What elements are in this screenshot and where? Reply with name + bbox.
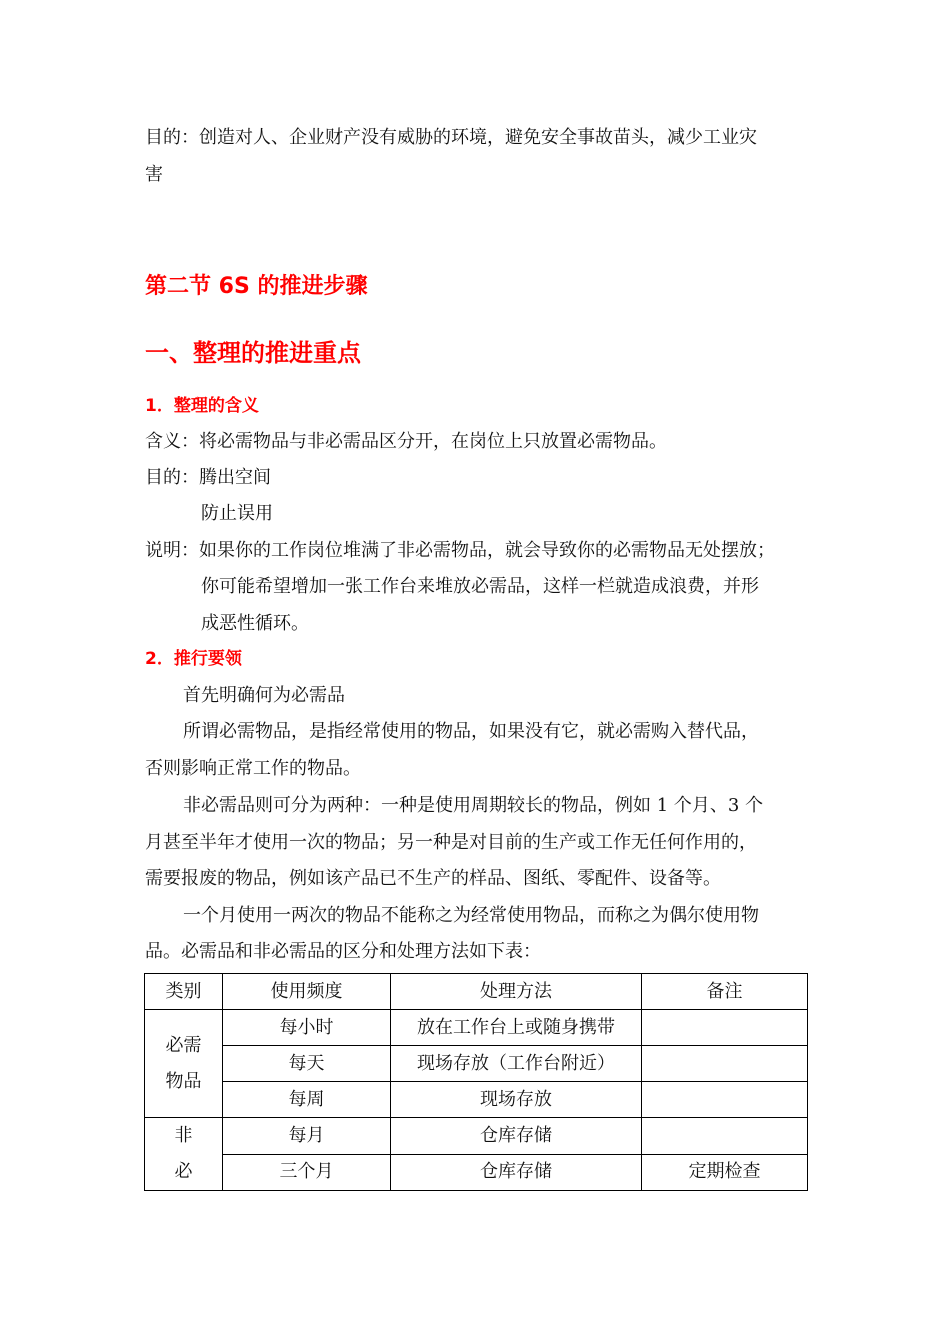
note-cell: [642, 1118, 808, 1155]
explain-line-3: 成恶性循环。: [201, 613, 309, 634]
intro-line-1: 目的：创造对人、企业财产没有威胁的环境，避免安全事故苗头，减少工业灾: [145, 127, 757, 148]
purpose-label: 目的：腾出空间: [145, 467, 271, 488]
category-necessary: [145, 1010, 223, 1118]
chapter-title: 一、整理的推进重点: [145, 339, 361, 367]
subsection-title-essentials: 2．推行要领: [145, 649, 242, 669]
table-row: [145, 1082, 808, 1118]
meaning-text: 含义：将必需物品与非必需品区分开，在岗位上只放置必需物品。: [145, 431, 667, 452]
header-note: 备注: [642, 974, 808, 1010]
category-unnecessary-line-1: 非: [174, 1125, 193, 1146]
table-row: [145, 1154, 808, 1191]
category-necessary-line-1: 必需: [165, 1034, 202, 1056]
method-cell: 放在工作台上或随身携带: [391, 1010, 642, 1046]
subsection-title-meaning: 1．整理的含义: [145, 396, 259, 416]
method-cell: 现场存放: [391, 1082, 642, 1118]
frequency-cell: 每小时: [223, 1010, 391, 1046]
frequency-cell: 每周: [223, 1082, 391, 1118]
method-cell: 仓库存储: [391, 1154, 642, 1191]
explain-line-2: 你可能希望增加一张工作台来堆放必需品，这样一栏就造成浪费，并形: [201, 576, 759, 597]
note-cell: 定期检查: [642, 1154, 808, 1191]
header-method: 处理方法: [391, 974, 642, 1010]
frequency-cell: 每月: [223, 1118, 391, 1155]
frequency-cell: 每天: [223, 1046, 391, 1082]
paragraph-3-line-2: 月甚至半年才使用一次的物品；另一种是对目前的生产或工作无任何作用的，: [145, 832, 757, 853]
paragraph-2-line-2: 否则影响正常工作的物品。: [145, 758, 361, 779]
paragraph-3-line-1: 非必需品则可分为两种：一种是使用周期较长的物品，例如 1 个月、3 个: [183, 795, 764, 816]
classification-table: [144, 973, 808, 1191]
frequency-cell: 三个月: [223, 1154, 391, 1191]
category-necessary-line-2: 物品: [165, 1070, 202, 1092]
paragraph-3-line-3: 需要报废的物品，例如该产品已不生产的样品、图纸、零配件、设备等。: [145, 868, 721, 889]
paragraph-4-line-2: 品。必需品和非必需品的区分和处理方法如下表：: [145, 941, 541, 962]
intro-line-2: 害: [145, 164, 163, 185]
paragraph-2-line-1: 所谓必需物品，是指经常使用的物品，如果没有它，就必需购入替代品，: [183, 721, 759, 742]
explain-line-1: 说明：如果你的工作岗位堆满了非必需物品，就会导致你的必需物品无处摆放；: [145, 540, 775, 561]
table-row: [145, 1010, 808, 1046]
note-cell: [642, 1046, 808, 1082]
note-cell: [642, 1082, 808, 1118]
category-unnecessary-line-2: 必: [174, 1161, 193, 1182]
category-unnecessary: [145, 1118, 223, 1191]
note-cell: [642, 1010, 808, 1046]
method-cell: 仓库存储: [391, 1118, 642, 1155]
paragraph-4-line-1: 一个月使用一两次的物品不能称之为经常使用物品，而称之为偶尔使用物: [183, 905, 759, 926]
method-cell: 现场存放（工作台附近）: [391, 1046, 642, 1082]
table-row: [145, 1046, 808, 1082]
header-category: 类别: [145, 974, 223, 1010]
header-frequency: 使用频度: [223, 974, 391, 1010]
paragraph-1: 首先明确何为必需品: [183, 685, 345, 706]
section-title: 第二节 6S 的推进步骤: [145, 274, 368, 299]
table-row: [145, 1118, 808, 1155]
purpose-item-2: 防止误用: [201, 503, 273, 524]
table-header-row: [145, 974, 808, 1010]
